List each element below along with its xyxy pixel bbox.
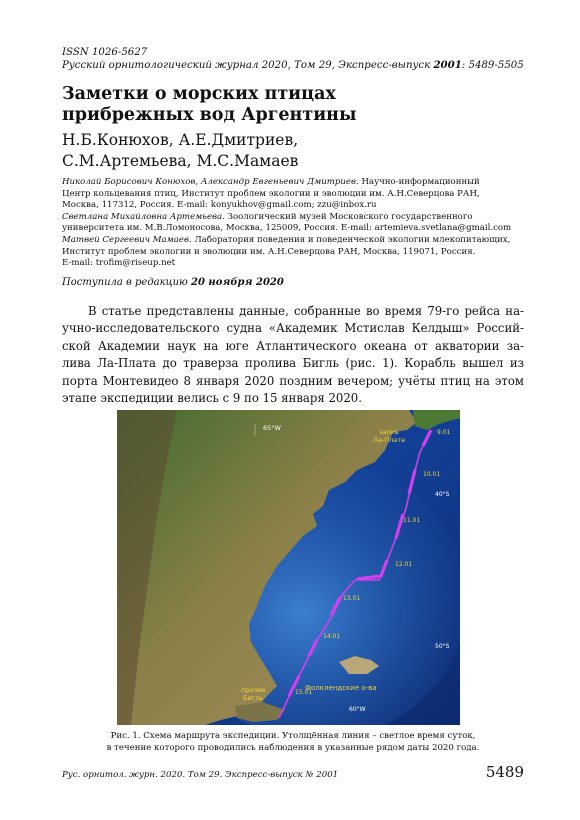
affiliation-1-names: Николай Борисович Конюхов, Александр Евгеньевич Дмитриев. [62,177,359,187]
affiliation-1-text: Научно-информационный [358,177,480,187]
received-date-value: 20 ноября 2020 [191,277,284,288]
affiliation-3-line-3: E-mail: trofim@riseup.net [62,258,176,269]
article-authors [62,130,522,172]
body-line: учно-исследовательского судна «Академик Мстислав Келдыш» Россий- [62,321,524,336]
title-line-1: Заметки о морских птицах [62,84,336,104]
journal-line [62,59,532,72]
journal-name: Русский орнитологический журнал 2020, Том 29, Экспресс-выпуск [62,60,434,71]
date-label: 12.01 [395,561,413,568]
date-label: 14.01 [323,633,341,640]
caption-line-1: Рис. 1. Схема маршрута экспедиции. Утолщённая линия – светлое время суток, [110,731,476,741]
map-label-50s: 50°S [435,643,450,650]
affiliation-3-text: Лаборатория поведения и поведенческой экологии млекопитающих, [191,234,511,245]
date-label: 9.01 [437,429,451,436]
received-date [62,277,284,288]
affiliation-2-line-2: университета им. М.В.Ломоносова, Москва, 125009, Россия. E-mail: artemieva.svetlana@gmail.com [62,223,512,234]
date-label: 15.01 [295,689,313,696]
affiliation-1-line-1 [62,177,522,189]
map-label-falklands: Фолклендские о-ва [305,684,377,692]
affiliation-2-line-1 [62,212,522,224]
page-number: 5489 [485,763,524,781]
body-line: порта Монтевидео 8 января 2020 поздним вечером; учёты птиц на этом [62,373,524,388]
map-label-la-plata: Ла-Плата [373,436,406,444]
received-label: Поступила в редакцию [62,277,192,288]
route-map [117,410,460,725]
affiliation-1-line-2: Центр кольцевания птиц, Институт проблем экологии и эволюции им. А.Н.Северцова РАН, [62,188,480,199]
date-label: 10.01 [423,471,441,478]
body-line: ской Академии наук на юге Атлантического океана от акватории за- [62,338,524,353]
affiliation-3-name: Матвей Сергеевич Мамаев. [62,234,192,245]
map-label-proliv: пролив [241,686,266,694]
page-range: : 5489-5505 [461,60,524,71]
issn: ISSN 1026-5627 [62,47,148,58]
issue-number: 2001 [433,59,462,71]
affiliation-3-line-2: Институт проблем экологии и эволюции им. А.Н.Северцова РАН, Москва, 119071, Россия. [62,246,476,257]
affiliation-2-name: Светлана Михайловна Артемьева. [62,211,225,222]
date-label: 11.01 [403,517,421,524]
affiliation-1-line-3: Москва, 117312, Россия. E-mail: konyukhov@gmail.com; zzu@inbox.ru [62,200,377,211]
body-paragraph [62,303,524,407]
body-line: В статье представлены данные, собранные во время 79-го рейса на- [88,304,524,318]
map-label-65w: 65°W [263,424,281,432]
authors-line-2: С.М.Артемьева, М.С.Мамаев [62,152,299,170]
affiliation-2-text: Зоологический музей Московского государственного [224,211,473,222]
map-label-60w: 60°W [349,706,366,713]
authors-line-1: Н.Б.Конюхов, А.Е.Дмитриев, [62,131,299,149]
affiliations [62,177,522,270]
journal-header [62,46,532,72]
map-label-bigl: Бигль [243,694,264,702]
article-title [62,84,522,126]
caption-line-2: в течение которого проводились наблюдения в указанные рядом даты 2020 года. [106,742,480,753]
date-label: 13.01 [343,595,361,602]
map-label-zaliv: залив [379,428,399,436]
title-line-2: прибрежных вод Аргентины [62,105,357,125]
body-line: этапе экспедиции велись с 9 по 15 января 2020. [62,391,362,406]
footer-citation: Рус. орнитол. журн. 2020. Том 29. Экспресс-выпуск № 2001 [62,770,339,780]
route-map-figure [117,410,460,725]
affiliation-3-line-1 [62,235,522,247]
figure-caption [62,731,524,754]
map-label-40s: 40°S [435,491,450,498]
body-line: лива Ла-Плата до траверза пролива Бигль (рис. 1). Корабль вышел из [62,356,524,371]
